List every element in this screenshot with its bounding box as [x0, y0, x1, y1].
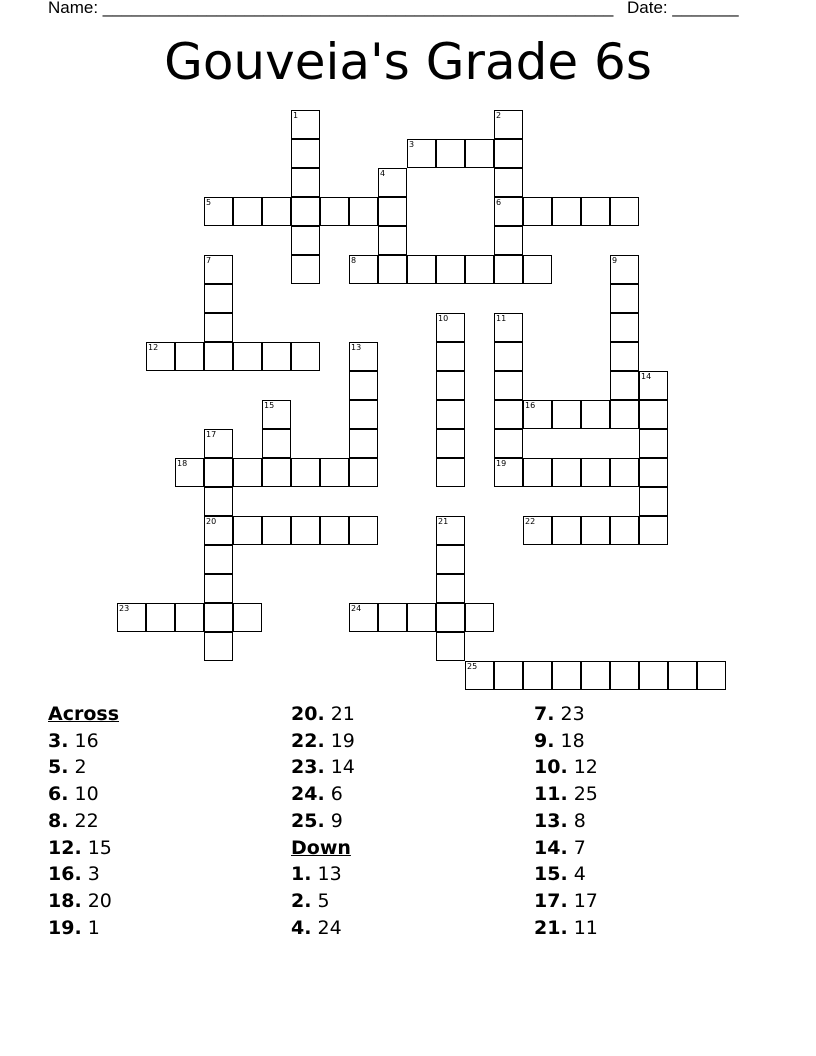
clue-text: 7	[573, 836, 586, 859]
clue-item	[48, 781, 288, 808]
clue-text: 19	[330, 729, 355, 752]
crossword-cell[interactable]	[465, 661, 494, 690]
crossword-cell[interactable]	[639, 516, 668, 545]
clue-item	[291, 754, 531, 781]
crossword-cell[interactable]	[494, 313, 523, 342]
crossword-cell[interactable]	[436, 632, 465, 661]
crossword-cell[interactable]	[436, 400, 465, 429]
clue-number: 10.	[534, 756, 568, 779]
clue-item	[534, 701, 774, 728]
clue-item	[291, 781, 531, 808]
crossword-cell[interactable]	[552, 197, 581, 226]
crossword-cell[interactable]	[436, 371, 465, 400]
clue-number: 11.	[534, 783, 568, 806]
crossword-cell[interactable]	[436, 342, 465, 371]
clue-item	[291, 728, 531, 755]
cell-number: 14	[641, 372, 652, 381]
cell-number: 5	[206, 198, 212, 207]
cell-number: 1	[293, 111, 299, 120]
crossword-cell[interactable]	[262, 516, 291, 545]
crossword-cell[interactable]	[291, 516, 320, 545]
crossword-cell[interactable]	[407, 603, 436, 632]
clue-number: 5.	[48, 756, 69, 779]
crossword-cell[interactable]	[523, 400, 552, 429]
clue-text: 17	[573, 889, 598, 912]
crossword-cell[interactable]	[233, 197, 262, 226]
cell-number: 17	[206, 430, 217, 439]
crossword-cell[interactable]	[552, 400, 581, 429]
crossword-cell[interactable]	[349, 371, 378, 400]
clue-text: 20	[87, 889, 112, 912]
crossword-cell[interactable]	[204, 429, 233, 458]
crossword-cell[interactable]	[204, 632, 233, 661]
clue-text: 23	[560, 703, 585, 725]
clue-text: 8	[573, 809, 586, 832]
crossword-cell[interactable]	[610, 342, 639, 371]
crossword-cell[interactable]	[523, 255, 552, 284]
clue-number: 8.	[48, 809, 69, 832]
crossword-cell[interactable]	[349, 603, 378, 632]
crossword-cell[interactable]	[523, 661, 552, 690]
crossword-cell[interactable]	[204, 313, 233, 342]
clue-text: 11	[573, 916, 598, 939]
cell-number: 7	[206, 256, 212, 265]
crossword-cell[interactable]	[581, 400, 610, 429]
crossword-cell[interactable]	[639, 458, 668, 487]
clue-number: 14.	[534, 836, 568, 859]
crossword-cell[interactable]	[204, 458, 233, 487]
crossword-cell[interactable]	[117, 603, 146, 632]
cell-number: 15	[264, 401, 275, 410]
clue-item	[534, 781, 774, 808]
clue-number: 23.	[291, 756, 325, 779]
clue-text: 1	[87, 916, 100, 939]
crossword-cell[interactable]	[436, 139, 465, 168]
cell-number: 6	[496, 198, 502, 207]
crossword-cell[interactable]	[378, 168, 407, 197]
crossword-cell[interactable]	[291, 458, 320, 487]
clue-item	[291, 861, 531, 888]
cell-number: 22	[525, 517, 536, 526]
clue-text: 6	[330, 783, 343, 806]
clue-item	[48, 915, 288, 942]
crossword-cell[interactable]	[349, 255, 378, 284]
clue-number: 24.	[291, 783, 325, 806]
cell-number: 2	[496, 111, 502, 120]
clue-item	[534, 861, 774, 888]
crossword-cell[interactable]	[204, 284, 233, 313]
clue-column-2	[291, 701, 531, 941]
crossword-cell[interactable]	[291, 226, 320, 255]
clue-text: 9	[330, 809, 343, 832]
crossword-cell[interactable]	[436, 545, 465, 574]
crossword-cell[interactable]	[436, 458, 465, 487]
crossword-cell[interactable]	[465, 255, 494, 284]
clue-number: 13.	[534, 809, 568, 832]
crossword-cell[interactable]	[262, 197, 291, 226]
crossword-cell[interactable]	[494, 226, 523, 255]
clue-number: 1.	[291, 863, 312, 886]
crossword-cell[interactable]	[378, 255, 407, 284]
crossword-cell[interactable]	[349, 458, 378, 487]
crossword-cell[interactable]	[291, 255, 320, 284]
crossword-cell[interactable]	[146, 603, 175, 632]
clue-number: 22.	[291, 729, 325, 752]
crossword-cell[interactable]	[204, 545, 233, 574]
crossword-cell[interactable]	[697, 661, 726, 690]
crossword-cell[interactable]	[320, 516, 349, 545]
crossword-cell[interactable]	[233, 458, 262, 487]
cell-number: 9	[612, 256, 618, 265]
crossword-cell[interactable]	[233, 342, 262, 371]
clue-text: 2	[74, 756, 87, 779]
crossword-cell[interactable]	[610, 400, 639, 429]
clue-item	[48, 888, 288, 915]
clue-item	[534, 835, 774, 862]
crossword-cell[interactable]	[407, 139, 436, 168]
crossword-cell[interactable]	[494, 661, 523, 690]
crossword-cell[interactable]	[581, 197, 610, 226]
crossword-cell[interactable]	[494, 139, 523, 168]
clue-item	[534, 808, 774, 835]
clue-number: 25.	[291, 809, 325, 832]
clue-item	[48, 808, 288, 835]
crossword-cell[interactable]	[291, 342, 320, 371]
crossword-cell[interactable]	[494, 197, 523, 226]
crossword-cell[interactable]	[175, 458, 204, 487]
clue-text: 12	[573, 756, 598, 779]
crossword-cell[interactable]	[233, 516, 262, 545]
crossword-cell[interactable]	[494, 400, 523, 429]
crossword-cell[interactable]	[204, 197, 233, 226]
crossword-cell[interactable]	[146, 342, 175, 371]
clue-number: 21.	[534, 916, 568, 939]
crossword-cell[interactable]	[610, 255, 639, 284]
clue-heading: Across	[48, 703, 120, 725]
crossword-cell[interactable]	[581, 458, 610, 487]
crossword-cell[interactable]	[610, 661, 639, 690]
crossword-cell[interactable]	[291, 168, 320, 197]
crossword-cell[interactable]	[320, 458, 349, 487]
clue-text: 10	[74, 783, 99, 806]
clue-number: 7.	[534, 703, 555, 725]
cell-number: 20	[206, 517, 217, 526]
crossword-cell[interactable]	[610, 516, 639, 545]
crossword-cell[interactable]	[552, 661, 581, 690]
clue-text: 21	[330, 703, 355, 725]
crossword-cell[interactable]	[436, 574, 465, 603]
cell-number: 11	[496, 314, 507, 323]
crossword-cell[interactable]	[349, 342, 378, 371]
cell-number: 24	[351, 604, 362, 613]
clue-number: 4.	[291, 916, 312, 939]
cell-number: 25	[467, 662, 478, 671]
crossword-cell[interactable]	[494, 371, 523, 400]
cell-number: 16	[525, 401, 536, 410]
crossword-cell[interactable]	[639, 661, 668, 690]
clue-item	[48, 861, 288, 888]
clue-item	[291, 808, 531, 835]
clue-text: 16	[74, 729, 99, 752]
crossword-cell[interactable]	[175, 342, 204, 371]
clue-number: 17.	[534, 889, 568, 912]
clue-column-3	[534, 701, 774, 941]
crossword-cell[interactable]	[581, 661, 610, 690]
crossword-cell[interactable]	[581, 516, 610, 545]
clue-number: 18.	[48, 889, 82, 912]
crossword-cell[interactable]	[465, 139, 494, 168]
clue-text: 3	[87, 863, 100, 886]
clue-number: 20.	[291, 703, 325, 725]
crossword-cell[interactable]	[378, 603, 407, 632]
crossword-cell[interactable]	[552, 516, 581, 545]
clue-number: 12.	[48, 836, 82, 859]
crossword-cell[interactable]	[610, 371, 639, 400]
page-title: Gouveia's Grade 6s	[164, 33, 652, 91]
crossword-cell[interactable]	[494, 255, 523, 284]
crossword-cell[interactable]	[204, 603, 233, 632]
crossword-cell[interactable]	[639, 429, 668, 458]
clue-item	[291, 888, 531, 915]
clue-number: 6.	[48, 783, 69, 806]
clue-number: 19.	[48, 916, 82, 939]
clue-text: 18	[560, 729, 585, 752]
crossword-cell[interactable]	[262, 429, 291, 458]
date-line[interactable]: Date: _______	[627, 0, 739, 17]
cell-number: 13	[351, 343, 362, 352]
clue-text: 25	[573, 783, 598, 806]
crossword-cell[interactable]	[204, 574, 233, 603]
crossword-cell[interactable]	[349, 197, 378, 226]
clue-item	[291, 915, 531, 942]
crossword-cell[interactable]	[610, 313, 639, 342]
clue-text: 14	[330, 756, 355, 779]
name-line[interactable]: Name: ______________________________________________________	[48, 0, 614, 17]
crossword-cell[interactable]	[668, 661, 697, 690]
cell-number: 12	[148, 343, 159, 352]
cell-number: 3	[409, 140, 415, 149]
clue-number: 15.	[534, 863, 568, 886]
crossword-cell[interactable]	[349, 400, 378, 429]
crossword-cell[interactable]	[291, 139, 320, 168]
crossword-cell[interactable]	[320, 197, 349, 226]
crossword-cell[interactable]	[436, 516, 465, 545]
crossword-cell[interactable]	[523, 458, 552, 487]
crossword-cell[interactable]	[204, 516, 233, 545]
cell-number: 18	[177, 459, 188, 468]
cell-number: 23	[119, 604, 130, 613]
crossword-cell[interactable]	[610, 458, 639, 487]
clue-item	[291, 701, 531, 728]
crossword-cell[interactable]	[436, 603, 465, 632]
crossword-cell[interactable]	[465, 603, 494, 632]
clue-column-1	[48, 701, 288, 941]
clue-item	[48, 728, 288, 755]
crossword-cell[interactable]	[291, 197, 320, 226]
clue-item	[534, 728, 774, 755]
crossword-cell[interactable]	[639, 487, 668, 516]
crossword-cell[interactable]	[175, 603, 204, 632]
crossword-cell[interactable]	[262, 342, 291, 371]
cell-number: 10	[438, 314, 449, 323]
cell-number: 4	[380, 169, 386, 178]
clue-item	[534, 754, 774, 781]
crossword-cell[interactable]	[552, 458, 581, 487]
crossword-cell[interactable]	[407, 255, 436, 284]
crossword-cell[interactable]	[204, 342, 233, 371]
crossword-cell[interactable]	[204, 255, 233, 284]
clue-item	[534, 888, 774, 915]
crossword-cell[interactable]	[494, 168, 523, 197]
clue-item	[48, 835, 288, 862]
cell-number: 19	[496, 459, 507, 468]
crossword-cell[interactable]	[233, 603, 262, 632]
crossword-cell[interactable]	[610, 284, 639, 313]
crossword-cell[interactable]	[494, 429, 523, 458]
crossword-cell[interactable]	[378, 226, 407, 255]
crossword-cell[interactable]	[349, 516, 378, 545]
clue-text: 15	[87, 836, 112, 859]
crossword-cell[interactable]	[436, 313, 465, 342]
cell-number: 8	[351, 256, 357, 265]
clue-number: 16.	[48, 863, 82, 886]
clue-text: 24	[317, 916, 342, 939]
clue-number: 9.	[534, 729, 555, 752]
clue-number: 2.	[291, 889, 312, 912]
clue-number: 3.	[48, 729, 69, 752]
clue-heading: Down	[291, 836, 351, 859]
clue-text: 13	[317, 863, 342, 886]
crossword-cell[interactable]	[494, 458, 523, 487]
crossword-cell[interactable]	[378, 197, 407, 226]
crossword-cell[interactable]	[494, 342, 523, 371]
clue-item	[48, 754, 288, 781]
crossword-cell[interactable]	[523, 197, 552, 226]
crossword-cell[interactable]	[639, 371, 668, 400]
clue-text: 5	[317, 889, 330, 912]
clue-text: 4	[573, 863, 586, 886]
crossword-cell[interactable]	[639, 400, 668, 429]
cell-number: 21	[438, 517, 449, 526]
clue-text: 22	[74, 809, 99, 832]
clue-item	[534, 915, 774, 942]
crossword-cell[interactable]	[204, 487, 233, 516]
crossword-cell[interactable]	[494, 110, 523, 139]
crossword-cell[interactable]	[291, 110, 320, 139]
crossword-cell[interactable]	[262, 400, 291, 429]
crossword-cell[interactable]	[436, 255, 465, 284]
crossword-cell[interactable]	[523, 516, 552, 545]
crossword-cell[interactable]	[349, 429, 378, 458]
crossword-cell[interactable]	[436, 429, 465, 458]
crossword-cell[interactable]	[610, 197, 639, 226]
crossword-cell[interactable]	[262, 458, 291, 487]
